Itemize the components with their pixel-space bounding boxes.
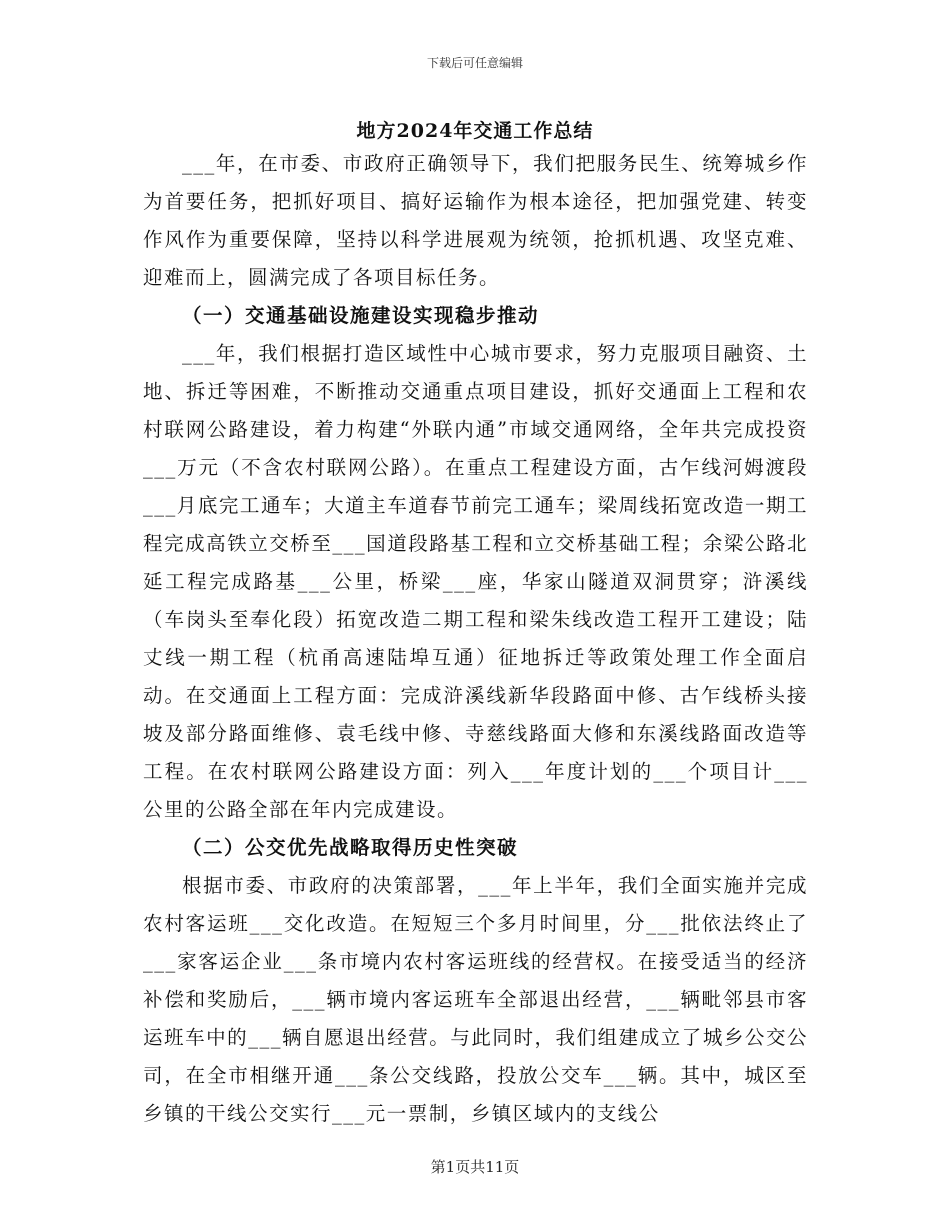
paragraph-infrastructure: ___年，我们根据打造区域性中心城市要求，努力克服项目融资、土地、拆迁等困难，不断推动交通重点项目建设，抓好交通面上工程和农村联网公路建设，着力构建“外联内通”市域交通网络，全年共完成投资___万元（不含农村联网公路）。在重点工程建设方面，古乍线河姆渡段___月底完工通车；大道主车道春节前完工通车；梁周线拓宽改造一期工程完成高铁立交桥至___国道段路基工程和立交桥基础工程；余梁公路北延工程完成路基___公里，桥梁___座，华家山隧道双洞贯穿；浒溪线（车岗头至奉化段）拓宽改造二期工程和梁朱线改造工程开工建设；陆丈线一期工程（杭甬高速陆埠互通）征地拆迁等政策处理工作全面启动。在交通面上工程方面：完成浒溪线新华段路面中修、古乍线桥头接坡及部分路面维修、袁毛线中修、寺慈线路面大修和东溪线路面改造等工程。在农村联网公路建设方面：列入___年度计划的___个项目计___公里的公路全部在年内完成建设。 xyxy=(143,342,808,821)
paragraph-public-transit: 根据市委、市政府的决策部署，___年上半年，我们全面实施并完成农村客运班___交化改造。在短短三个多月时间里，分___批依法终止了___家客运企业___条市境内农村客运班线的经营权。在接受适当的经济补偿和奖励后，___辆市境内客运班车全部退出经营，___辆毗邻县市客运班车中的___辆自愿退出经营。与此同时，我们组建成立了城乡公交公司，在全市相继开通___条公交线路，投放公交车___辆。其中，城区至乡镇的干线公交实行___元一票制，乡镇区域内的支线公 xyxy=(143,874,808,1125)
section-heading-2: （二）公交优先战略取得历史性突破 xyxy=(182,836,519,859)
paragraph-intro: ___年，在市委、市政府正确领导下，我们把服务民生、统筹城乡作为首要任务，把抓好项目、搞好运输作为根本途径，把加强党建、转变作风作为重要保障，坚持以科学进展观为统领，抢抓机遇、攻坚克难、迎难而上，圆满完成了各项目标任务。 xyxy=(143,152,808,289)
page-footer: 第1页共11页 xyxy=(430,1158,520,1176)
document-body xyxy=(143,145,808,1133)
document-title: 地方2024年交通工作总结 xyxy=(356,120,594,142)
section-heading-1: （一）交通基础设施建设实现稳步推动 xyxy=(182,304,540,327)
header-note: 下载后可任意编辑 xyxy=(426,56,523,70)
